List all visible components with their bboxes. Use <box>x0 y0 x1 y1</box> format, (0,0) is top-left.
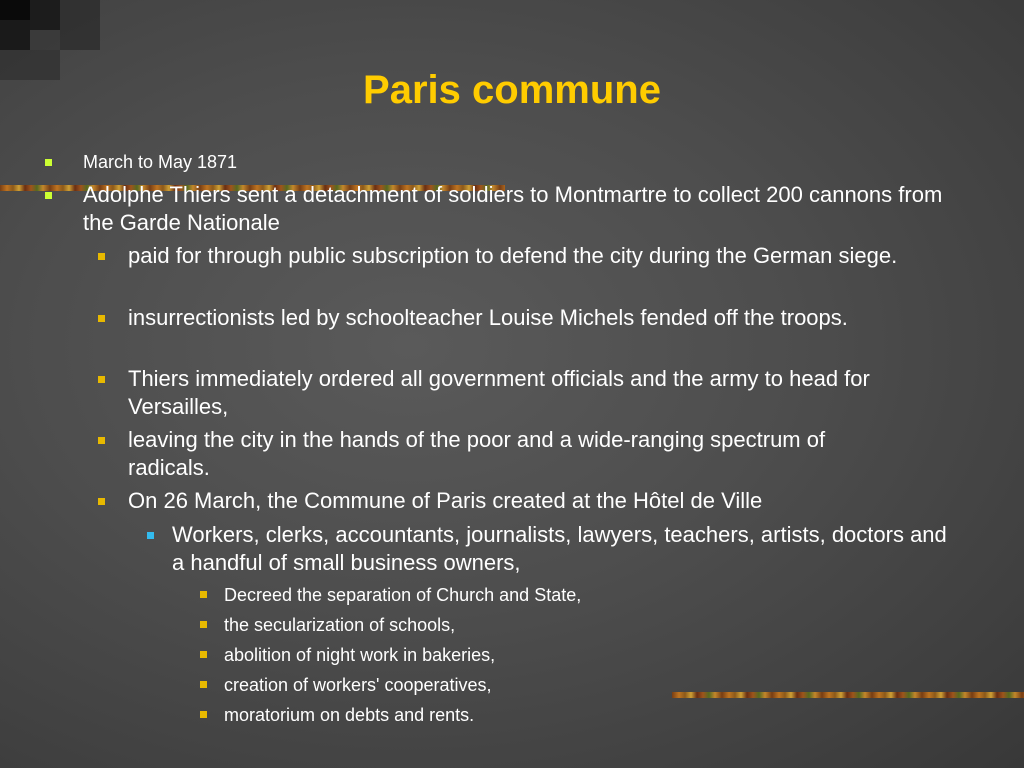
bullet-text: moratorium on debts and rents. <box>224 705 475 725</box>
bullet-text: leaving the city in the hands of the poor and a wide-ranging spectrum of radicals. <box>128 427 826 480</box>
bullet-text: creation of workers' cooperatives, <box>224 675 492 695</box>
slide-title: Paris commune <box>363 68 661 112</box>
square-bullet-icon <box>200 651 207 658</box>
bullet-text: paid for through public subscription to defend the city during the German siege. <box>128 243 898 268</box>
bullet-text: insurrectionists led by schoolteacher Louise Michels fended off the troops. <box>128 305 848 330</box>
square-bullet-icon <box>147 532 154 539</box>
bullet-text: the secularization of schools, <box>224 615 456 635</box>
square-bullet-icon <box>98 437 105 444</box>
nested-bullet-item <box>224 583 924 607</box>
square-bullet-icon <box>45 159 52 166</box>
bullet-text: Decreed the separation of Church and State, <box>224 585 582 605</box>
nested-bullet-item <box>224 643 924 667</box>
sub-bullet-item <box>128 487 908 515</box>
square-bullet-icon <box>98 253 105 260</box>
sub-bullet-item <box>128 365 908 421</box>
nested-bullet-item <box>224 613 924 637</box>
bullet-text: Thiers immediately ordered all government officials and the army to head for Versailles, <box>128 366 870 419</box>
sub-sub-bullet-item <box>172 521 952 577</box>
square-bullet-icon <box>98 315 105 322</box>
square-bullet-icon <box>200 711 207 718</box>
bullet-text: Workers, clerks, accountants, journalists, lawyers, teachers, artists, doctors and a handful of small business owners, <box>172 522 947 575</box>
bullet-text: On 26 March, the Commune of Paris created at the Hôtel de Ville <box>128 488 763 513</box>
sub-bullet-item <box>128 304 908 332</box>
bullet-text: March to May 1871 <box>83 152 238 172</box>
square-bullet-icon <box>98 376 105 383</box>
bullet-item <box>83 150 943 174</box>
sub-bullet-item <box>128 242 908 270</box>
nested-bullet-item <box>224 703 924 727</box>
bullet-text: Adolphe Thiers sent a detachment of soldiers to Montmartre to collect 200 cannons from the Garde Nationale <box>83 182 943 235</box>
sub-bullet-item <box>128 426 908 482</box>
bullet-text: abolition of night work in bakeries, <box>224 645 496 665</box>
square-bullet-icon <box>200 621 207 628</box>
bullet-item <box>83 181 943 237</box>
square-bullet-icon <box>200 591 207 598</box>
square-bullet-icon <box>98 498 105 505</box>
square-bullet-icon <box>45 192 52 199</box>
nested-bullet-item <box>224 673 924 697</box>
square-bullet-icon <box>200 681 207 688</box>
